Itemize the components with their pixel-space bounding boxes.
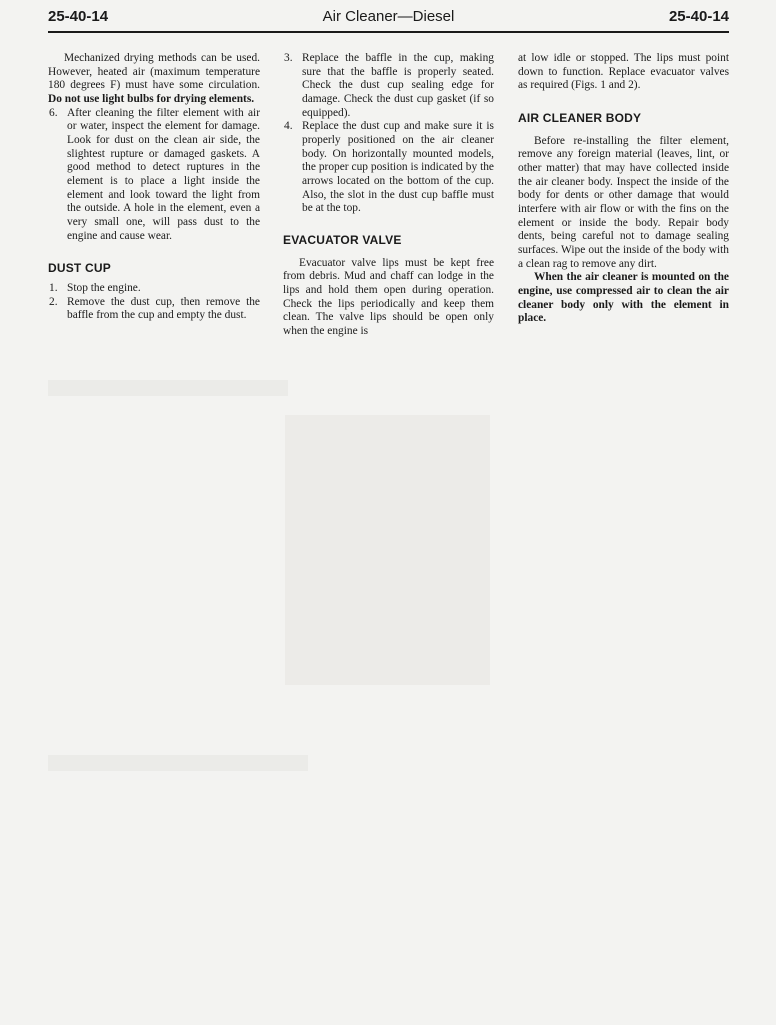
list-item-6 <box>48 107 260 244</box>
list-number: 6. <box>49 106 58 119</box>
list-text: Stop the engine. <box>67 281 141 294</box>
list-text: After cleaning the filter element with air or water, inspect the element for damage. Look for dust on the clean air side, the slightest rupture or damaged gaskets. A good method to detect ruptures in the element is to place a light inside the element and look toward the light from the outside. A hole in the element, even a very small one, will pass dust to the engine and cause wear. <box>67 106 260 242</box>
list-item-4 <box>283 120 494 216</box>
section-heading-evacuator-valve: EVACUATOR VALVE <box>283 232 402 247</box>
column-2 <box>283 52 494 338</box>
list-number: 1. <box>49 281 58 294</box>
page-number-right: 25-40-14 <box>668 8 729 25</box>
page-title: Air Cleaner—Diesel <box>322 8 455 25</box>
drying-paragraph <box>48 52 260 107</box>
list-text: Replace the dust cup and make sure it is properly positioned on the air cleaner body. On horizontally mounted models, the proper cup position is indicated by the arrows located on the bottom of the cup. Also, the slot in the dust cup baffle must be at the top. <box>302 120 494 215</box>
list-number: 2. <box>49 295 58 308</box>
list-item-3 <box>283 52 494 120</box>
list-text: Replace the baffle in the cup, making sure that the baffle is properly seated. Check the dust cup sealing edge for damage. Check the dust cup gasket (if so equipped). <box>302 52 494 119</box>
evacuator-paragraph: Evacuator valve lips must be kept free from debris. Mud and chaff can lodge in the lips and hold them open during operation. Check the lips periodically and keep them clean. The valve lips should be open only when the engine is <box>283 256 494 337</box>
section-heading-dust-cup: DUST CUP <box>48 261 111 276</box>
header-rule <box>48 31 729 33</box>
evacuator-paragraph-continued: at low idle or stopped. The lips must point down to function. Replace evacuator valves as required (Figs. 1 and 2). <box>518 52 729 92</box>
bleed-through-block <box>48 380 288 396</box>
list-item-1 <box>48 282 260 296</box>
list-text: Remove the dust cup, then remove the baffle from the cup and empty the dust. <box>67 295 260 322</box>
page-number-left: 25-40-14 <box>48 8 109 25</box>
drying-warning: Do not use light bulbs for drying elements. <box>48 92 255 105</box>
list-number: 4. <box>284 120 293 133</box>
air-cleaner-body-paragraph: Before re-installing the filter element, remove any foreign material (leaves, lint, or other matter) that may have collected inside the air cleaner body. Inspect the inside of the body for dents or other damage that would interfere with air flow or with the fins on the element or inside the body. Repair body dents, being careful not to damage sealing surfaces. Wipe out the inside of the body with a clean rag to remove any dirt. <box>518 134 729 270</box>
list-item-2 <box>48 296 260 323</box>
drying-text: Mechanized drying methods can be used. However, heated air (maximum temperature 180 degrees F) must have some circulation. <box>48 52 260 92</box>
column-1 <box>48 52 260 323</box>
section-heading-air-cleaner-body: AIR CLEANER BODY <box>518 110 642 125</box>
compressed-air-warning: When the air cleaner is mounted on the engine, use compressed air to clean the air cleaner body only with the element in place. <box>518 271 729 325</box>
column-3 <box>518 52 729 326</box>
list-number: 3. <box>284 52 293 64</box>
bleed-through-block-2 <box>48 755 308 771</box>
bleed-through-image <box>285 415 490 685</box>
